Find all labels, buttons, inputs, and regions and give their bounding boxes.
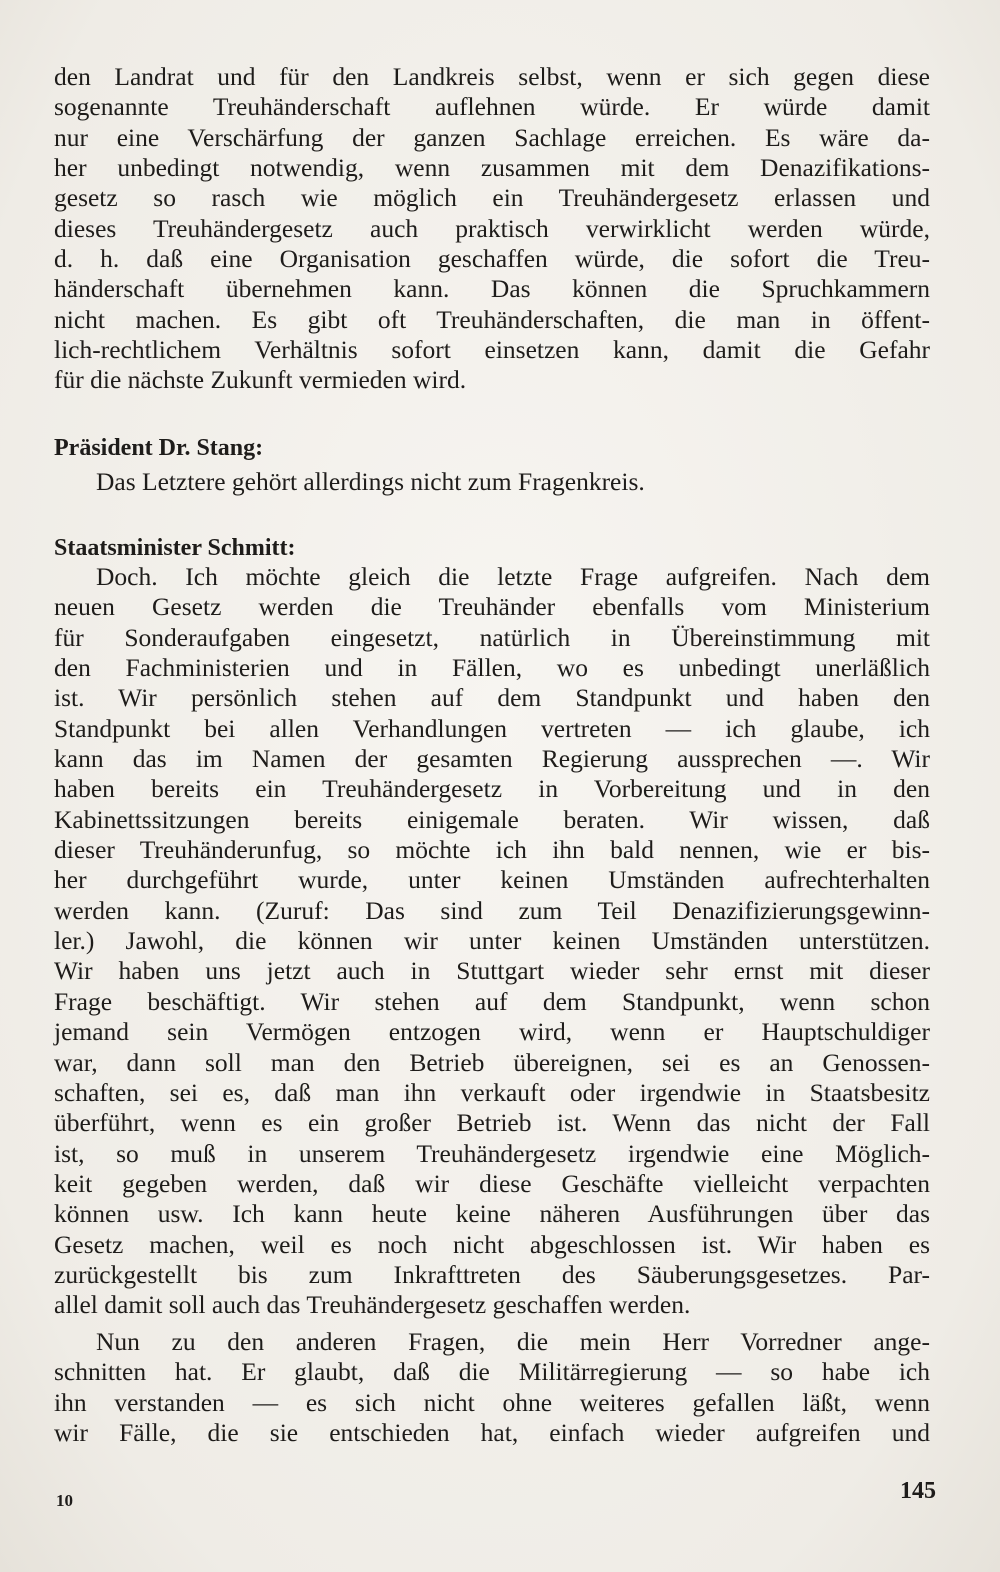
text-line: sogenannte Treuhänderschaft auflehnen würde. Er würde damit [54,92,930,122]
speech-paragraph [54,1327,930,1448]
text-line: den Fachministerien und in Fällen, wo es unbedingt unerläßlich [54,653,930,683]
text-line: jemand sein Vermögen entzogen wird, wenn er Hauptschuldiger [54,1017,930,1047]
text-line: Frage beschäftigt. Wir stehen auf dem Standpunkt, wenn schon [54,986,930,1016]
text-line: dieses Treuhändergesetz auch praktisch verwirklicht werden würde, [54,213,930,243]
text-line: d. h. daß eine Organisation geschaffen würde, die sofort die Treu- [54,244,930,274]
paragraph-continuation [54,62,930,396]
text-line: Standpunkt bei allen Verhandlungen vertreten — ich glaube, ich [54,713,930,743]
text-line: her unbedingt notwendig, wenn zusammen mit dem Denazifikations- [54,153,930,183]
text-line: händerschaft übernehmen kann. Das können die Spruchkammern [54,274,930,304]
speaker-name: Präsident Dr. Stang: [54,435,264,461]
text-line: zurückgestellt bis zum Inkrafttreten des Säuberungsgesetzes. Par- [54,1259,930,1289]
text-line: ist, so muß in unserem Treuhändergesetz irgendwie eine Möglich- [54,1138,930,1168]
text-line: war, dann soll man den Betrieb übereignen, sei es an Genossen- [54,1047,930,1077]
text-line: haben bereits ein Treuhändergesetz in Vorbereitung und in den [54,774,930,804]
text-line: ist. Wir persönlich stehen auf dem Standpunkt und haben den [54,683,930,713]
text-line: keit gegeben werden, daß wir diese Geschäfte vielleicht verpachten [54,1168,930,1198]
text-line: Kabinettssitzungen bereits einigemale beraten. Wir wissen, daß [54,804,930,834]
text-line: lich-rechtlichem Verhältnis sofort einsetzen kann, damit die Gefahr [54,335,930,365]
text-line: gesetz so rasch wie möglich ein Treuhändergesetz erlassen und [54,183,930,213]
text-line: Doch. Ich möchte gleich die letzte Frage aufgreifen. Nach dem [96,562,930,591]
speech-paragraph [54,562,930,1321]
text-line: kann das im Namen der gesamten Regierung aussprechen —. Wir [54,744,930,774]
text-line: schaften, sei es, daß man ihn verkauft oder irgendwie in Staatsbesitz [54,1077,930,1107]
text-line: nicht machen. Es gibt oft Treuhänderschaften, die man in öffent- [54,304,930,334]
text-line: Wir haben uns jetzt auch in Stuttgart wieder sehr ernst mit dieser [54,956,930,986]
text-line: schnitten hat. Er glaubt, daß die Militärregierung — so habe ich [54,1357,930,1387]
speech-line: Das Letztere gehört allerdings nicht zum Fragenkreis. [96,467,645,496]
page-number: 145 [900,1478,936,1504]
speaker-name: Staatsminister Schmitt: [54,535,296,561]
speaker-block-stang [54,433,930,497]
text-line: Nun zu den anderen Fragen, die mein Herr Vorredner ange- [96,1327,930,1356]
text-line: dieser Treuhänderunfug, so möchte ich ihn bald nennen, wie er bis- [54,835,930,865]
text-line: her durchgeführt wurde, unter keinen Umständen aufrechterhalten [54,865,930,895]
text-line: wir Fälle, die sie entschieden hat, einfach wieder aufgreifen und [54,1418,930,1448]
text-line: überführt, wenn es ein großer Betrieb ist. Wenn das nicht der Fall [54,1108,930,1138]
text-line: den Landrat und für den Landkreis selbst, wenn er sich gegen diese [54,62,930,91]
text-line: können usw. Ich kann heute keine näheren Ausführungen über das [54,1199,930,1229]
text-line: allel damit soll auch das Treuhändergesetz geschaffen werden. [54,1290,691,1320]
text-line: neuen Gesetz werden die Treuhänder ebenfalls vom Ministerium [54,592,930,622]
text-line: Gesetz machen, weil es noch nicht abgeschlossen ist. Wir haben es [54,1229,930,1259]
text-line: ler.) Jawohl, die können wir unter keinen Umständen unterstützen. [54,926,930,956]
text-line: werden kann. (Zuruf: Das sind zum Teil Denazifizierungsgewinn- [54,895,930,925]
text-line: ihn verstanden — es sich nicht ohne weiteres gefallen läßt, wenn [54,1387,930,1417]
text-line: für Sonderaufgaben eingesetzt, natürlich in Übereinstimmung mit [54,622,930,652]
speaker-block-schmitt [54,533,930,563]
signature-mark: 10 [56,1491,73,1510]
text-line: nur eine Verschärfung der ganzen Sachlage erreichen. Es wäre da- [54,122,930,152]
text-line: für die nächste Zukunft vermieden wird. [54,365,467,395]
